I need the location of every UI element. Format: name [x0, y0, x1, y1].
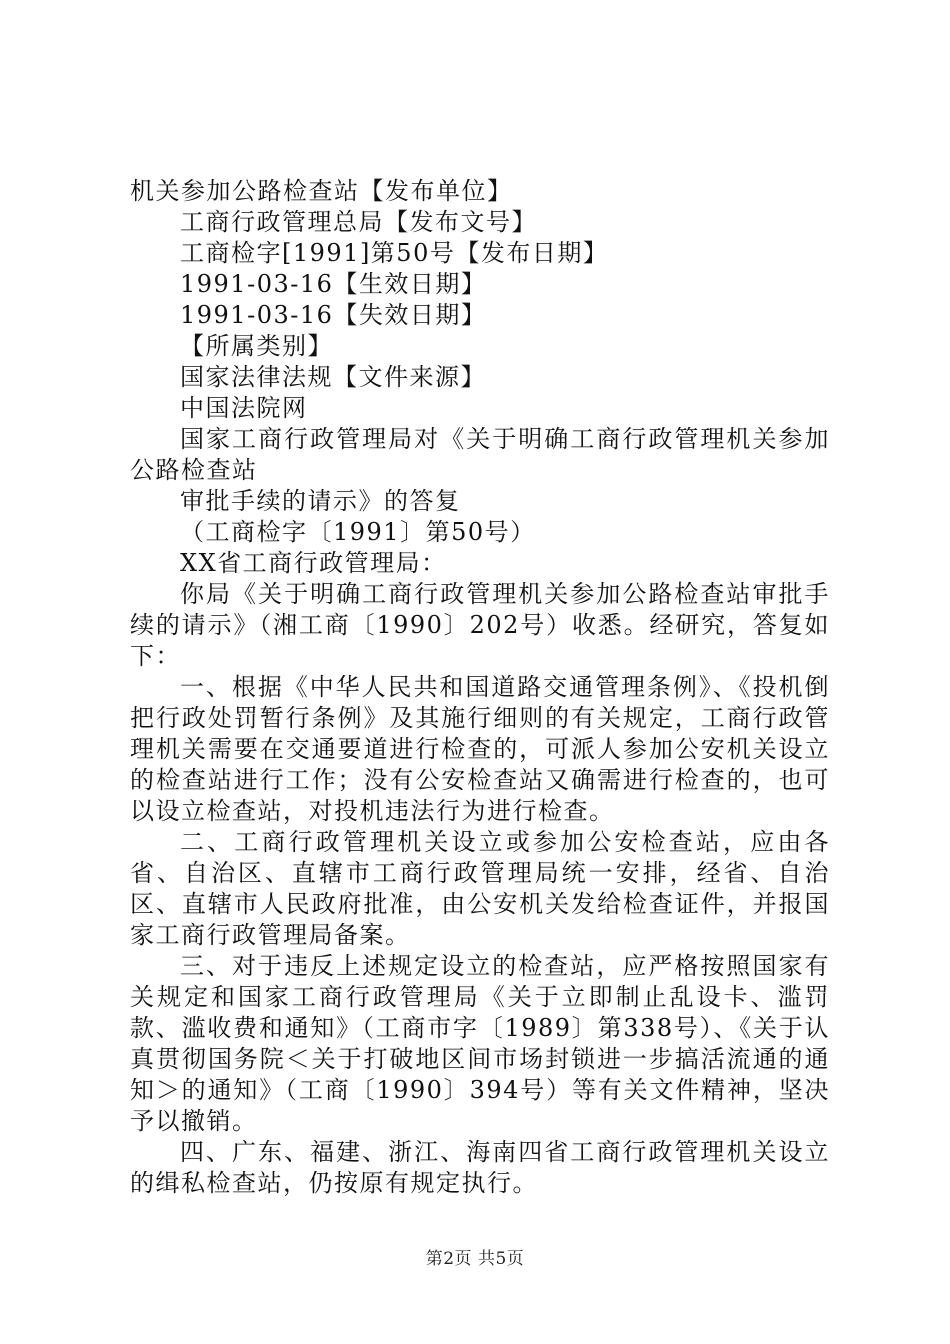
- paragraph: 你局《关于明确工商行政管理机关参加公路检查站审批手续的请示》（湘工商〔1990〕202号）收悉。经研究，答复如下：: [130, 580, 830, 670]
- paragraph: 工商检字[1991]第50号【发布日期】: [180, 239, 609, 267]
- paragraph: 一、根据《中华人民共和国道路交通管理条例》、《投机倒把行政处罚暂行条例》及其施行细则的有关规定，工商行政管理机关需要在交通要道进行检查的，可派人参加公安机关设立的检查站进行工作；没有公安检查站又确需进行检查的，也可以设立检查站，对投机违法行为进行检查。: [130, 673, 830, 825]
- paragraph: （工商检字〔1991〕第50号）: [180, 518, 536, 546]
- paragraph: 1991-03-16【生效日期】: [180, 270, 487, 298]
- paragraph: 工商行政管理总局【发布文号】: [180, 208, 537, 236]
- paragraph: 国家法律法规【文件来源】: [180, 363, 486, 391]
- paragraph: 二、工商行政管理机关设立或参加公安检查站，应由各省、自治区、直辖市工商行政管理局统一安排，经省、自治区、直辖市人民政府批准，由公安机关发给检查证件，并报国家工商行政管理局备案。: [130, 828, 830, 949]
- paragraph: 中国法院网: [180, 394, 308, 422]
- paragraph: 国家工商行政管理局对《关于明确工商行政管理机关参加公路检查站: [130, 425, 830, 484]
- paragraph: 机关参加公路检查站【发布单位】: [130, 177, 513, 205]
- paragraph: 四、广东、福建、浙江、海南四省工商行政管理机关设立的缉私检查站，仍按原有规定执行。: [130, 1138, 830, 1197]
- paragraph: 【所属类别】: [180, 332, 333, 360]
- paragraph: XX省工商行政管理局：: [180, 549, 447, 577]
- paragraph: 三、对于违反上述规定设立的检查站，应严格按照国家有关规定和国家工商行政管理局《关于立即制止乱设卡、滥罚款、滥收费和通知》（工商市字〔1989〕第338号）、《关于认真贯彻国务院＜关于打破地区间市场封锁进一步搞活流通的通知＞的通知》（工商〔1990〕394号）等有关文件精神，坚决予以撤销。: [130, 952, 830, 1135]
- paragraph: 1991-03-16【失效日期】: [180, 301, 487, 329]
- page-number: 第2页 共5页: [425, 1249, 525, 1269]
- paragraph: 审批手续的请示》的答复: [180, 487, 461, 515]
- document-body: [130, 176, 830, 1199]
